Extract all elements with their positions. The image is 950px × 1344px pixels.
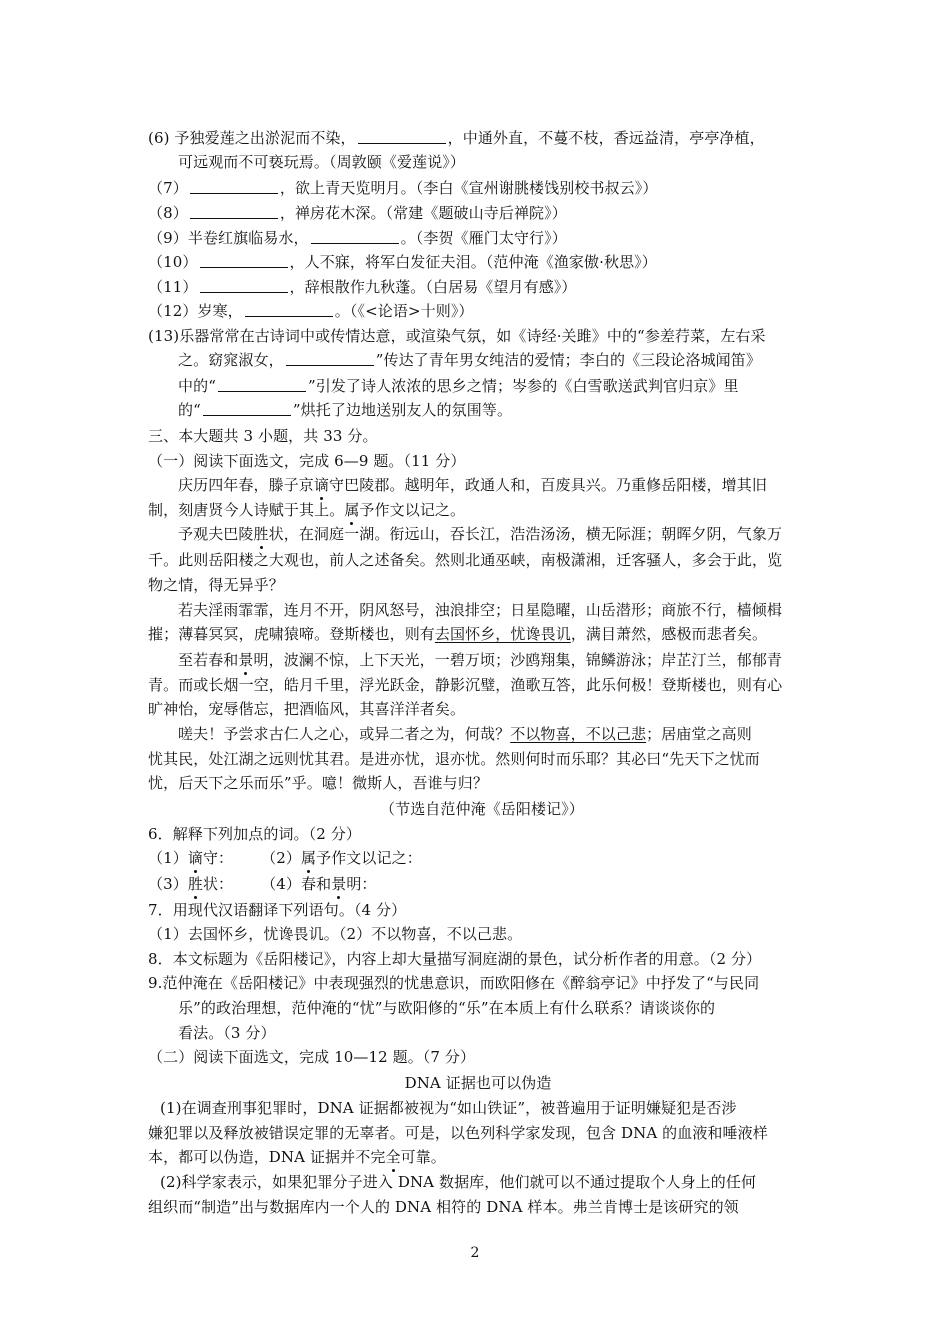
question-7-stem: 7．用现代汉语翻译下列语句。（4 分）: [148, 901, 407, 919]
article-p1-line3: 本，都可以伪造，DNA 证据并不完全可靠。: [148, 1148, 446, 1166]
passage-p1-line2: 制，刻唐贤今人诗赋于其上。属予作文以记之。: [148, 501, 466, 519]
passage-p1-line1: 庆历四年春，滕子京谪守巴陵郡。越明年，政通人和，百废具兴。乃重修岳阳楼，增其旧: [178, 476, 767, 494]
answer-blank[interactable]: [286, 351, 374, 366]
article-p1-line1: (1)在调查刑事犯罪时，DNA 证据都被视为“如山铁证”，被普遍用于证明嫌疑犯是否涉: [160, 1099, 737, 1117]
q11-line: （11） ，辞根散作九秋蓬。（白居易《望月有感》）: [148, 278, 577, 296]
q13-line2: 之。窈窕淑女， ”传达了青年男女纯洁的爱情；李白的《三段论洛城闻笛》: [178, 351, 761, 369]
dotted-word: 胜: [187, 875, 203, 893]
q10-line: （10） ，人不寐，将军白发征夫泪。（范仲淹《渔家傲·秋思》）: [148, 253, 657, 271]
q13-line4: 的“ ”烘托了边地送别友人的氛围等。: [178, 401, 513, 419]
article-p1-line2: 嫌犯罪以及释放被错误定罪的无辜者。可是，以色列科学家发现，包含 DNA 的血液和唾液样: [148, 1124, 768, 1142]
section3-heading: 三、本大题共 3 小题，共 33 分。: [148, 427, 378, 445]
dotted-word: 属: [344, 501, 360, 519]
dotted-word: 全: [385, 1148, 401, 1166]
passage-source: （节选自范仲淹《岳阳楼记》）: [380, 800, 584, 818]
dotted-word: 谪: [313, 476, 330, 494]
question-9-line3: 看法。（3 分）: [178, 1024, 276, 1042]
q6-line2: 可远观而不可亵玩焉。（周敦颐《爱莲说》）: [178, 153, 466, 171]
part2-heading: （二）阅读下面选文，完成 10—12 题。（7 分）: [148, 1048, 476, 1066]
question-6-items-a: （1）谪守： （2）属予作文以记之：: [148, 849, 422, 867]
question-9-line1: 9.范仲淹在《岳阳楼记》中表现强烈的忧患意识，而欧阳修在《醉翁亭记》中抒发了“与民同: [148, 974, 760, 992]
part1-heading: （一）阅读下面选文，完成 6—9 题。（11 分）: [148, 452, 466, 470]
underlined-phrase: 去国怀乡，忧谗畏讥: [434, 625, 571, 643]
answer-blank[interactable]: [358, 129, 446, 144]
answer-blank[interactable]: [190, 204, 278, 219]
dotted-word: 谪: [187, 849, 203, 867]
answer-blank[interactable]: [200, 278, 288, 293]
q6-line1: (6) 予独爱莲之出淤泥而不染， ，中通外直，不蔓不枝，香远益清，亭亭净植，: [148, 129, 765, 147]
dotted-word: 胜: [253, 525, 269, 543]
dotted-word: 景: [238, 651, 254, 669]
q13-line1: (13)乐器常常在古诗词中或传情达意，或渲染气氛，如《诗经·关雎》中的“参差荇菜，左右采: [148, 327, 766, 345]
answer-blank[interactable]: [311, 229, 399, 244]
q12-line: （12）岁寒， 。（《<论语>十则》）: [148, 302, 474, 320]
passage-p4-line3: 旷神怡，宠辱偕忘，把酒临风，其喜洋洋者矣。: [148, 700, 466, 718]
article-title: DNA 证据也可以伪造: [404, 1074, 552, 1092]
page-number: 2: [470, 1245, 480, 1261]
passage-p5-line1: 嗟夫！予尝求古仁人之心，或异二者之为，何哉？不以物喜，不以己悲；居庙堂之高则: [178, 725, 752, 743]
passage-p2-line1: 予观夫巴陵胜状，在洞庭一湖。衔远山，吞长江，浩浩汤汤，横无际涯；朝晖夕阴，气象万: [178, 525, 783, 543]
passage-p2-line2: 千。此则岳阳楼之大观也，前人之述备矣。然则北通巫峡，南极潇湘，迁客骚人，多会于此，览: [148, 551, 783, 569]
answer-blank[interactable]: [203, 401, 291, 416]
article-p2-line2: 组织而“制造”出与数据库内一个人的 DNA 相符的 DNA 样本。弗兰肯博士是该研究的领: [148, 1198, 739, 1216]
passage-p5-line3: 忧，后天下之乐而乐”乎。噫！微斯人，吾谁与归？: [148, 774, 488, 792]
underlined-phrase: 不以物喜，不以己悲: [510, 725, 647, 743]
q8-line: （8） ，禅房花木深。（常建《题破山寺后禅院》）: [148, 204, 567, 222]
passage-p2-line3: 物之情，得无异乎？: [148, 576, 284, 594]
answer-blank[interactable]: [245, 302, 333, 317]
passage-p4-line2: 青。而或长烟一空，皓月千里，浮光跃金，静影沉璧，渔歌互答，此乐何极！登斯楼也，则有心: [148, 676, 783, 694]
dotted-word: 属: [301, 849, 317, 867]
answer-blank[interactable]: [190, 179, 278, 194]
question-7-items: （1）去国怀乡，忧谗畏讥。（2）不以物喜，不以己悲。: [148, 925, 523, 943]
passage-p3-line1: 若夫淫雨霏霏，连月不开，阴风怒号，浊浪排空；日星隐曜，山岳潜形；商旅不行，樯倾楫: [178, 601, 783, 619]
question-8: 8．本文标题为《岳阳楼记》，内容上却大量描写洞庭湖的景色，试分析作者的用意。（2 分）: [148, 950, 762, 968]
passage-p4-line1: 至若春和景明，波澜不惊，上下天光，一碧万顷；沙鸥翔集，锦鳞游泳；岸芷汀兰，郁郁青: [178, 651, 783, 669]
answer-blank[interactable]: [218, 377, 306, 392]
question-9-line2: 乐”的政治理想，范仲淹的“忧”与欧阳修的“乐”在本质上有什么联系？请谈谈你的: [178, 999, 716, 1017]
q7-line: （7） ，欲上青天览明月。（李白《宣州谢朓楼饯别校书叔云》）: [148, 179, 658, 197]
question-6-stem: 6．解释下列加点的词。（2 分）: [148, 825, 361, 843]
question-6-items-b: （3）胜状： （4）春和景明：: [148, 875, 377, 893]
q13-line3: 中的“ ”引发了诗人浓浓的思乡之情；岑参的《白雪歌送武判官归京》里: [178, 377, 739, 395]
article-p2-line1: (2)科学家表示，如果犯罪分子进入 DNA 数据库，他们就可以不通过提取个人身上的任何: [160, 1173, 757, 1191]
answer-blank[interactable]: [200, 253, 288, 268]
dotted-word: 景: [331, 875, 347, 893]
passage-p3-line2: 摧；薄暮冥冥，虎啸猿啼。登斯楼也，则有去国怀乡，忧谗畏讥，满目萧然，感极而悲者矣。: [148, 625, 768, 643]
q9-line: （9）半卷红旗临易水， 。（李贺《雁门太守行》）: [148, 229, 567, 247]
passage-p5-line2: 忧其民，处江湖之远则忧其君。是进亦忧，退亦忧。然则何时而乐耶？其必曰“先天下之忧而: [148, 750, 760, 768]
